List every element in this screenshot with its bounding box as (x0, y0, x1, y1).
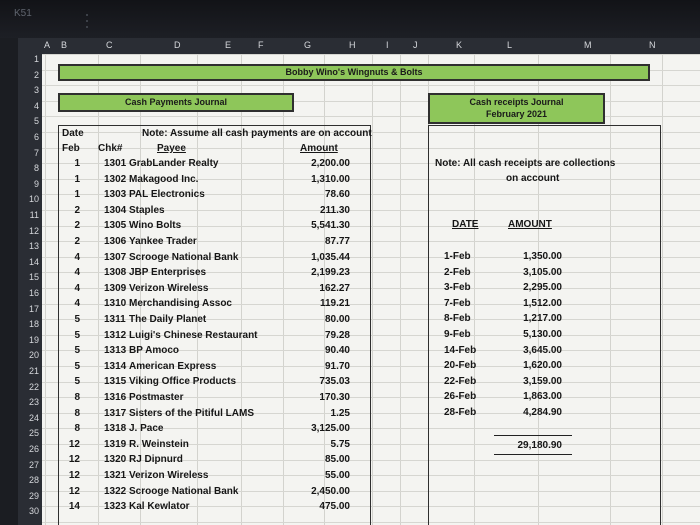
gridline-vertical (45, 54, 46, 525)
payee-name[interactable]: Scrooge National Bank (129, 251, 239, 263)
payee-name[interactable]: Scrooge National Bank (129, 485, 239, 497)
gridline-horizontal (42, 85, 700, 86)
column-header-h[interactable]: H (349, 40, 356, 50)
row-header-17[interactable]: 17 (28, 303, 39, 314)
row-header-3[interactable]: 3 (33, 85, 39, 96)
receipt-date[interactable]: 20-Feb (444, 360, 477, 372)
check-number-header[interactable]: Chk# (98, 143, 123, 154)
month-header[interactable]: Feb (62, 143, 80, 154)
company-title-cell[interactable]: Bobby Wino's Wingnuts & Bolts (58, 64, 650, 81)
payment-amount[interactable]: 475.00 (319, 501, 350, 513)
payment-amount[interactable]: 1,035.44 (311, 251, 350, 263)
payment-amount[interactable]: 735.03 (319, 376, 350, 388)
payee-name[interactable]: Merchandising Assoc (129, 298, 232, 310)
row-header-29[interactable]: 29 (28, 490, 39, 501)
check-number[interactable]: 1309 (104, 282, 127, 294)
column-header-l[interactable]: L (507, 40, 513, 50)
column-header-b[interactable]: B (61, 40, 68, 50)
check-number[interactable]: 1308 (104, 267, 127, 279)
payee-name[interactable]: Kal Kewlator (129, 501, 190, 513)
receipt-amount[interactable]: 3,159.00 (523, 375, 562, 387)
row-header-1[interactable]: 1 (33, 54, 39, 64)
row-header-8[interactable]: 8 (33, 163, 39, 174)
payment-amount[interactable]: 91.70 (324, 360, 350, 372)
payment-amount[interactable]: 85.00 (324, 454, 350, 466)
receipt-amount[interactable]: 3,105.00 (523, 266, 562, 278)
payment-day[interactable]: 2 (74, 220, 80, 232)
column-header-k[interactable]: K (456, 40, 463, 50)
row-header-13[interactable]: 13 (28, 241, 39, 252)
column-header-f[interactable]: F (258, 40, 264, 50)
gridline-horizontal (42, 54, 700, 55)
check-number[interactable]: 1304 (104, 204, 127, 216)
payee-name[interactable]: Luigi's Chinese Restaurant (129, 329, 258, 341)
payee-name[interactable]: American Express (129, 360, 217, 372)
row-header-18[interactable]: 18 (28, 319, 39, 330)
receipt-date[interactable]: 22-Feb (444, 375, 477, 387)
payee-name[interactable]: Sisters of the Pitiful LAMS (129, 407, 255, 419)
payment-amount[interactable]: 87.77 (324, 236, 350, 247)
payment-day[interactable]: 12 (68, 470, 80, 481)
payee-name[interactable]: Staples (129, 204, 165, 216)
payment-day[interactable]: 14 (68, 501, 80, 513)
payment-day[interactable]: 5 (74, 329, 80, 341)
column-header-n[interactable]: N (649, 40, 656, 50)
amount-header[interactable]: Amount (300, 143, 338, 154)
receipt-date[interactable]: 9-Feb (444, 329, 471, 340)
row-header-24[interactable]: 24 (28, 412, 39, 423)
check-number[interactable]: 1302 (104, 173, 127, 185)
cash-receipts-journal-header[interactable] (428, 93, 605, 124)
payment-amount[interactable]: 2,200.00 (311, 158, 350, 169)
payment-amount[interactable]: 2,199.23 (311, 267, 350, 279)
payment-day[interactable]: 4 (74, 298, 80, 310)
check-number[interactable]: 1321 (104, 470, 127, 481)
check-number[interactable]: 1315 (104, 376, 127, 388)
receipt-date[interactable]: 26-Feb (444, 391, 477, 403)
receipts-note-line-2[interactable]: on account (506, 173, 560, 184)
row-header-21[interactable]: 21 (28, 366, 39, 376)
row-header-4[interactable]: 4 (33, 100, 39, 111)
check-number[interactable]: 1312 (104, 329, 127, 341)
column-header-bar (18, 38, 700, 54)
payment-amount[interactable]: 3,125.00 (311, 423, 350, 435)
receipt-date[interactable]: 2-Feb (444, 266, 471, 278)
payment-amount[interactable]: 170.30 (319, 392, 350, 403)
payment-day[interactable]: 5 (74, 314, 80, 325)
payment-amount[interactable]: 119.21 (319, 298, 350, 310)
row-header-28[interactable]: 28 (28, 475, 39, 486)
check-number[interactable]: 1313 (104, 345, 127, 357)
row-header-6[interactable]: 6 (33, 132, 39, 142)
check-number[interactable]: 1320 (104, 454, 127, 466)
payee-name[interactable]: R. Weinstein (129, 438, 189, 450)
payment-day[interactable]: 2 (74, 204, 80, 216)
row-header-10[interactable]: 10 (28, 194, 39, 205)
payment-amount[interactable]: 211.30 (319, 204, 350, 216)
payee-name[interactable]: GrabLander Realty (129, 158, 219, 169)
payment-day[interactable]: 2 (74, 236, 80, 247)
row-header-2[interactable]: 2 (33, 69, 39, 80)
row-header-20[interactable]: 20 (28, 350, 39, 361)
receipt-amount[interactable]: 1,350.00 (523, 251, 562, 262)
check-number[interactable]: 1323 (104, 501, 127, 513)
receipt-amount[interactable]: 1,863.00 (523, 391, 562, 403)
row-header-27[interactable]: 27 (28, 459, 39, 470)
payment-amount[interactable]: 1.25 (330, 407, 350, 419)
payment-amount[interactable]: 78.60 (324, 189, 350, 201)
gridline-vertical (662, 54, 663, 525)
payee-name[interactable]: Verizon Wireless (129, 470, 209, 481)
check-number[interactable]: 1322 (104, 485, 127, 497)
payment-day[interactable]: 1 (74, 173, 80, 185)
receipt-amount[interactable]: 5,130.00 (523, 329, 562, 340)
receipts-title-line-1: Cash receipts Journal (469, 97, 564, 107)
drag-handle-icon[interactable] (86, 14, 89, 28)
receipt-date[interactable]: 28-Feb (444, 407, 477, 418)
column-header-d[interactable]: D (174, 40, 181, 50)
cash-payments-journal-header[interactable]: Cash Payments Journal (58, 93, 294, 112)
formula-bar (0, 0, 700, 38)
receipts-note-line-1[interactable]: Note: All cash receipts are collections (435, 158, 616, 169)
payment-day[interactable]: 8 (74, 407, 80, 419)
payee-header[interactable]: Payee (157, 143, 186, 154)
payment-day[interactable]: 5 (74, 345, 80, 357)
payment-amount[interactable]: 55.00 (324, 470, 350, 481)
check-number[interactable]: 1318 (104, 423, 127, 435)
payee-name[interactable]: Postmaster (129, 392, 184, 403)
payment-amount[interactable]: 90.40 (324, 345, 350, 357)
receipts-date-header[interactable]: DATE (452, 219, 479, 230)
check-number[interactable]: 1305 (104, 220, 127, 232)
receipts-title-line-2: February 2021 (485, 109, 548, 119)
gridline-vertical (400, 54, 401, 525)
payment-day[interactable]: 4 (74, 267, 80, 279)
column-header-e[interactable]: E (225, 40, 232, 50)
payee-name[interactable]: PAL Electronics (129, 189, 205, 201)
row-header-30[interactable]: 30 (28, 506, 39, 517)
receipts-total[interactable]: 29,180.90 (517, 440, 562, 451)
payments-note[interactable]: Note: Assume all cash payments are on account (142, 128, 372, 139)
column-header-g[interactable]: G (304, 40, 312, 50)
payment-day[interactable]: 8 (74, 392, 80, 403)
payment-day[interactable]: 5 (74, 360, 80, 372)
check-number[interactable]: 1317 (104, 407, 127, 419)
column-header-a[interactable]: A (44, 40, 51, 50)
column-header-c[interactable]: C (106, 40, 113, 50)
row-header-16[interactable]: 16 (28, 288, 39, 298)
check-number[interactable]: 1311 (104, 314, 126, 325)
payee-name[interactable]: JBP Enterprises (129, 267, 207, 279)
payment-day[interactable]: 1 (74, 189, 80, 201)
row-header-19[interactable]: 19 (28, 334, 39, 345)
column-header-m[interactable]: M (584, 40, 592, 50)
check-number[interactable]: 1310 (104, 298, 127, 310)
check-number[interactable]: 1303 (104, 189, 127, 201)
payee-name[interactable]: The Daily Planet (129, 314, 207, 325)
check-number[interactable]: 1301 (104, 158, 127, 169)
payment-amount[interactable]: 1,310.00 (311, 173, 350, 185)
check-number[interactable]: 1307 (104, 251, 127, 263)
gridline-vertical (372, 54, 373, 525)
row-header-9[interactable]: 9 (33, 178, 39, 189)
row-header-22[interactable]: 22 (28, 381, 39, 392)
payee-name[interactable]: Verizon Wireless (129, 282, 209, 294)
payment-day[interactable]: 4 (74, 251, 80, 263)
payee-name[interactable]: RJ Dipnurd (129, 454, 183, 466)
payment-day[interactable]: 1 (74, 158, 80, 169)
payee-name[interactable]: BP Amoco (129, 345, 180, 357)
receipt-amount[interactable]: 4,284.90 (523, 407, 562, 418)
payment-day[interactable]: 5 (74, 376, 80, 388)
receipt-amount[interactable]: 1,217.00 (523, 313, 562, 325)
column-header-i[interactable]: I (386, 40, 389, 50)
payment-day[interactable]: 12 (68, 438, 80, 450)
receipt-date[interactable]: 3-Feb (444, 282, 471, 294)
receipt-date[interactable]: 1-Feb (444, 251, 471, 262)
receipt-amount[interactable]: 2,295.00 (523, 282, 562, 294)
payment-amount[interactable]: 5,541.30 (311, 220, 350, 232)
payment-day[interactable]: 8 (74, 423, 80, 435)
payee-name[interactable]: Yankee Trader (129, 236, 197, 247)
row-header-23[interactable]: 23 (28, 397, 39, 408)
receipts-amount-header[interactable]: AMOUNT (508, 219, 552, 230)
payment-amount[interactable]: 2,450.00 (311, 485, 350, 497)
row-header-7[interactable]: 7 (33, 147, 39, 158)
payee-name[interactable]: Makagood Inc. (129, 173, 199, 185)
row-header-11[interactable]: 11 (29, 210, 39, 220)
payee-name[interactable]: J. Pace (129, 423, 164, 435)
row-header-25[interactable]: 25 (28, 428, 39, 439)
payment-amount[interactable]: 79.28 (324, 329, 350, 341)
payment-amount[interactable]: 80.00 (324, 314, 350, 325)
name-box[interactable]: K51 (14, 8, 32, 19)
payment-day[interactable]: 12 (68, 454, 80, 466)
payee-name[interactable]: Wino Bolts (129, 220, 182, 232)
payment-day[interactable]: 12 (68, 485, 80, 497)
row-header-bar (18, 54, 42, 525)
worksheet-grid[interactable] (42, 54, 700, 525)
payment-amount[interactable]: 5.75 (330, 438, 350, 450)
row-header-15[interactable]: 15 (28, 272, 39, 283)
receipt-amount[interactable]: 1,512.00 (523, 297, 562, 309)
row-header-12[interactable]: 12 (28, 225, 39, 236)
receipt-amount[interactable]: 3,645.00 (523, 344, 562, 356)
payment-amount[interactable]: 162.27 (319, 282, 350, 294)
total-rule (494, 435, 572, 436)
payment-day[interactable]: 4 (74, 282, 80, 294)
receipt-date[interactable]: 14-Feb (444, 344, 477, 356)
row-header-26[interactable]: 26 (28, 444, 39, 454)
column-header-j[interactable]: J (413, 40, 418, 50)
receipt-date[interactable]: 8-Feb (444, 313, 471, 325)
date-header[interactable]: Date (62, 128, 84, 139)
check-number[interactable]: 1319 (104, 438, 127, 450)
total-double-rule (494, 454, 572, 455)
check-number[interactable]: 1306 (104, 236, 127, 247)
receipt-amount[interactable]: 1,620.00 (523, 360, 562, 372)
row-header-5[interactable]: 5 (33, 116, 39, 127)
row-header-14[interactable]: 14 (28, 256, 39, 267)
receipt-date[interactable]: 7-Feb (444, 297, 471, 309)
check-number[interactable]: 1314 (104, 360, 127, 372)
payee-name[interactable]: Viking Office Products (129, 376, 237, 388)
check-number[interactable]: 1316 (104, 392, 127, 403)
